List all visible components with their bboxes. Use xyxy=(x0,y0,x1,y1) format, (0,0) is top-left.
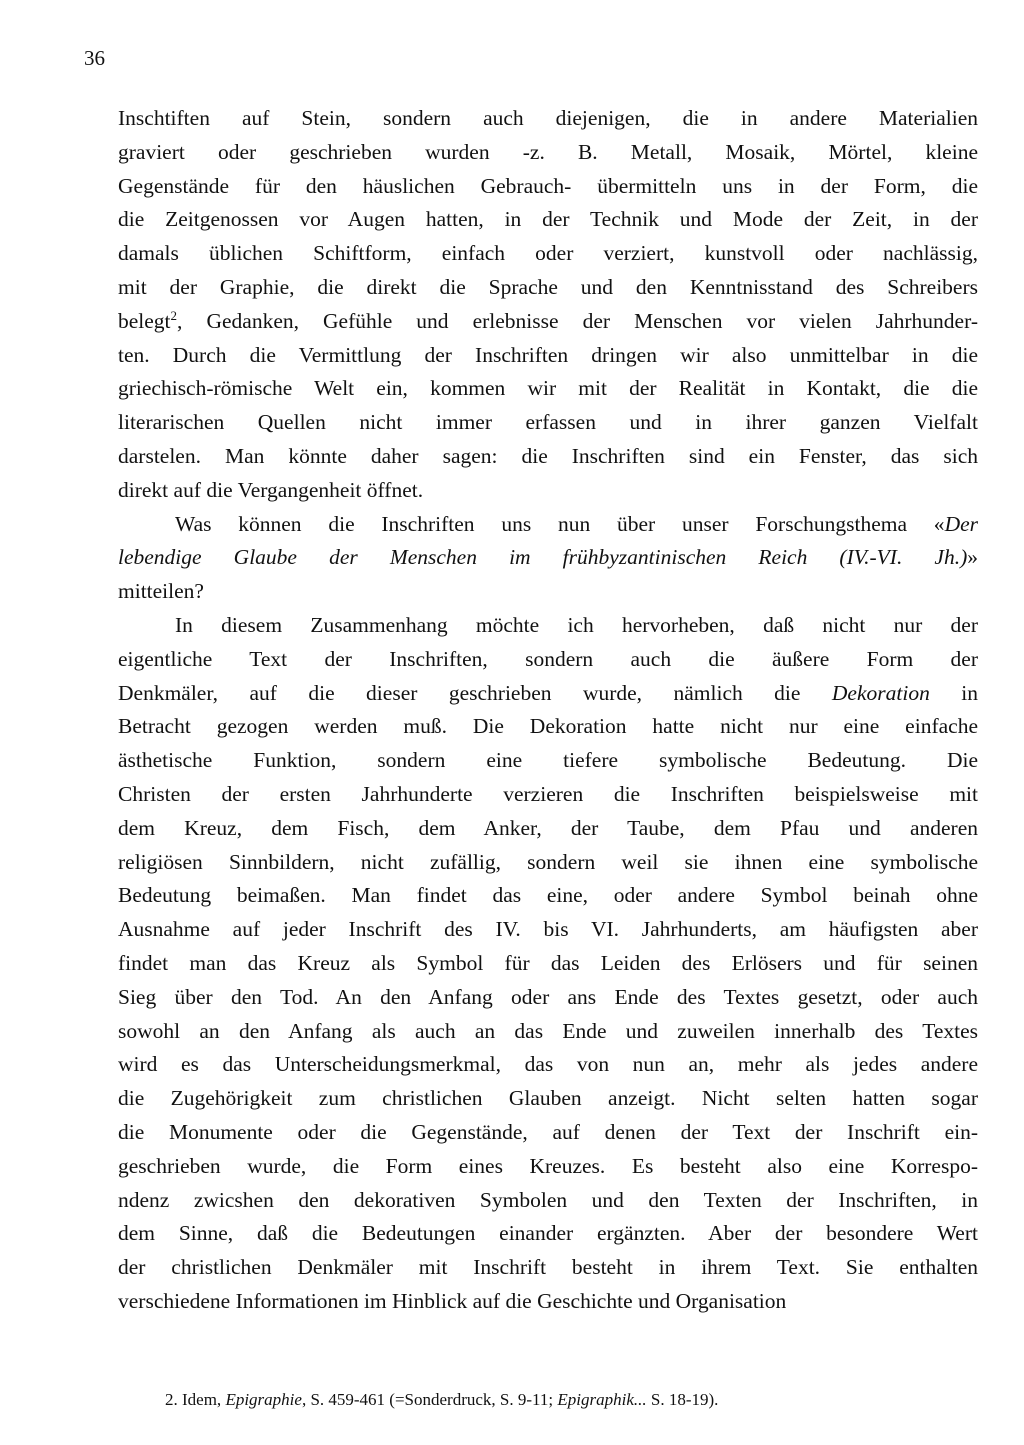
text-fragment: in xyxy=(929,680,978,705)
text-line: die Zugehörigkeit zum christlichen Glauben anzeigt. Nicht selten hatten sogar xyxy=(118,1086,978,1111)
footnote-reference: 2 xyxy=(170,307,178,323)
text-line: Bedeutung beimaßen. Man findet das eine, oder andere Symbol beinah ohne xyxy=(118,883,978,908)
text-line: sowohl an den Anfang als auch an das Ende und zuweilen innerhalb des Textes xyxy=(118,1018,978,1043)
footnote xyxy=(165,1388,718,1412)
text-line: eigentliche Text der Inschriften, sondern auch die äußere Form der xyxy=(118,646,978,671)
page-number: 36 xyxy=(84,46,105,70)
text-line: geschrieben wurde, die Form eines Kreuzes. Es besteht also eine Korrespo- xyxy=(118,1153,978,1178)
text-line: wird es das Unterscheidungsmerkmal, das von nun an, mehr als jedes andere xyxy=(118,1052,978,1077)
text-line: griechisch-römische Welt ein, kommen wir mit der Realität in Kontakt, die die xyxy=(118,376,978,401)
text-line: Gegenstände für den häuslichen Gebrauch- übermitteln uns in der Form, die xyxy=(118,173,978,198)
footnote-pages: S. 18-19). xyxy=(646,1390,719,1409)
text-line: Ausnahme auf jeder Inschrift des IV. bis VI. Jahrhunderts, am häufigsten aber xyxy=(118,917,978,942)
text-fragment: belegt xyxy=(118,308,171,333)
text-line: religiösen Sinnbildern, nicht zufällig, sondern weil sie ihnen eine symbolische xyxy=(118,849,978,874)
text-line: der christlichen Denkmäler mit Inschrift besteht in ihrem Text. Sie enthalten xyxy=(118,1255,978,1280)
italic-title: lebendige Glaube der Menschen im frühbyzantinischen Reich (IV.-VI. Jh.) xyxy=(118,545,968,570)
text-line: Sieg über den Tod. An den Anfang oder ans Ende des Textes gesetzt, oder auch xyxy=(118,984,978,1009)
footnote-work-title: Epigraphie xyxy=(225,1390,302,1409)
footnote-number: 2. xyxy=(165,1390,178,1409)
text-fragment: , Gedanken, Gefühle und erlebnisse der Menschen vor vielen Jahrhunder- xyxy=(177,308,978,333)
text-line: literarischen Quellen nicht immer erfassen und in ihrer ganzen Vielfalt xyxy=(118,410,978,435)
text-line: direkt auf die Vergangenheit öffnet. xyxy=(118,477,424,502)
footnote-author: Idem, xyxy=(177,1390,226,1409)
text-line: mitteilen? xyxy=(118,579,204,604)
footnote-pages: , S. 459-461 (=Sonderdruck, S. 9-11; xyxy=(301,1390,558,1409)
text-line: damals üblichen Schiftform, einfach oder verziert, kunstvoll oder nachlässig, xyxy=(118,241,978,266)
text-line: mit der Graphie, die direkt die Sprache und den Kenntnisstand des Schreibers xyxy=(118,274,978,299)
text-line: darstelen. Man könnte daher sagen: die Inschriften sind ein Fenster, das sich xyxy=(118,443,978,468)
text-line: dem Kreuz, dem Fisch, dem Anker, der Taube, dem Pfau und anderen xyxy=(118,815,978,840)
text-line: ästhetische Funktion, sondern eine tiefere symbolische Bedeutung. Die xyxy=(118,748,978,773)
italic-title: Der xyxy=(944,511,978,536)
text-line: dem Sinne, daß die Bedeutungen einander ergänzten. Aber der besondere Wert xyxy=(118,1221,978,1246)
text-line xyxy=(118,508,978,542)
text-line: Christen der ersten Jahrhunderte verzieren die Inschriften beispielsweise mit xyxy=(118,781,978,806)
text-fragment: Denkmäler, auf die dieser geschrieben wurde, nämlich die xyxy=(118,680,832,705)
text-line xyxy=(118,305,978,339)
text-line: Inschtiften auf Stein, sondern auch diejenigen, die in andere Materialien xyxy=(118,106,978,130)
text-fragment: » xyxy=(967,545,978,570)
text-line: graviert oder geschrieben wurden -z. B. Metall, Mosaik, Mörtel, kleine xyxy=(118,139,978,164)
text-line: In diesem Zusammenhang möchte ich hervorheben, daß nicht nur der xyxy=(175,612,978,637)
text-line: ten. Durch die Vermittlung der Inschriften dringen wir also unmittelbar in die xyxy=(118,342,978,367)
text-line xyxy=(118,541,978,575)
text-line: Betracht gezogen werden muß. Die Dekoration hatte nicht nur eine einfache xyxy=(118,714,978,739)
text-line: ndenz zwicshen den dekorativen Symbolen und den Texten der Inschriften, in xyxy=(118,1187,978,1212)
text-line xyxy=(118,677,978,711)
text-line: die Zeitgenossen vor Augen hatten, in der Technik und Mode der Zeit, in der xyxy=(118,207,978,232)
text-line: die Monumente oder die Gegenstände, auf denen der Text der Inschrift ein- xyxy=(118,1119,978,1144)
body-text xyxy=(118,102,978,1319)
italic-term: Dekoration xyxy=(831,680,930,705)
text-line: findet man das Kreuz als Symbol für das Leiden des Erlösers und für seinen xyxy=(118,950,978,975)
text-line: verschiedene Informationen im Hinblick auf die Geschichte und Organisation xyxy=(118,1288,787,1313)
text-fragment: Was können die Inschriften uns nun über unser Forschungsthema « xyxy=(175,511,945,536)
footnote-work-title: Epigraphik... xyxy=(557,1390,647,1409)
